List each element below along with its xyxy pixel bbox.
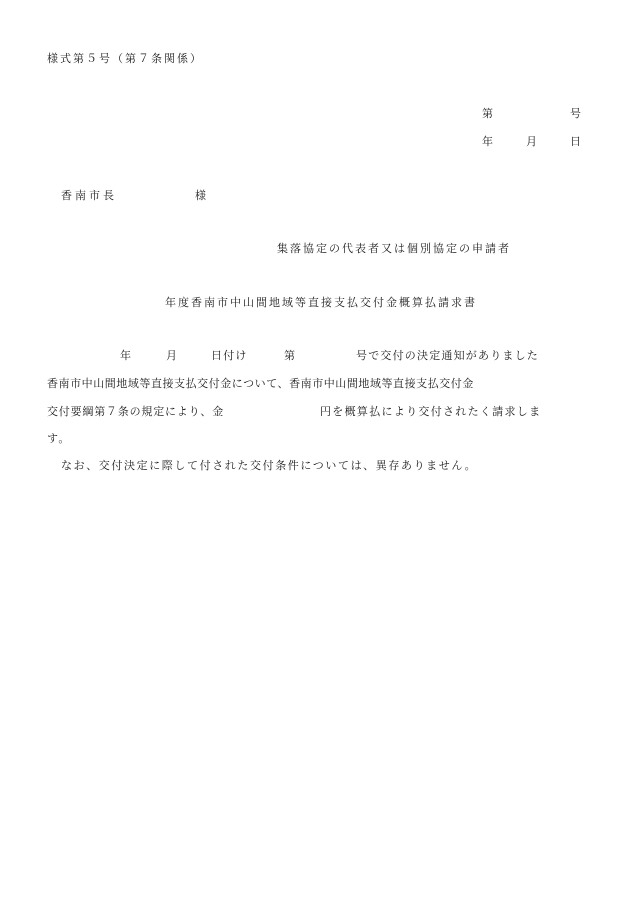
addressee-name: 香南市長 [61, 189, 117, 202]
body-dai: 第 [284, 349, 297, 362]
date-hi: 日 [570, 135, 581, 148]
body-line3-after: 円を概算払により交付されたく請求しま [320, 405, 542, 418]
body-line-5: なお、交付決定に際して付された交付条件については、異存ありません。 [61, 459, 478, 472]
body-line-4: す。 [47, 432, 71, 445]
doc-number-go: 号 [570, 107, 581, 120]
body-nen: 年 [120, 349, 133, 362]
body-line1-rest: 号で交付の決定通知がありました [356, 349, 539, 362]
date-tsuki: 月 [526, 135, 537, 148]
body-line-2: 香南市中山間地域等直接支払交付金について、香南市中山間地域等直接支払交付金 [47, 377, 474, 390]
body-tsuki: 月 [166, 349, 179, 362]
body-line3-before: 交付要綱第７条の規定により、金 [47, 405, 224, 418]
addressee-sama: 様 [195, 189, 206, 202]
document-title: 年度香南市中山間地域等直接支払交付金概算払請求書 [165, 296, 477, 309]
body-hizuke: 日付け [211, 349, 248, 362]
date-nen: 年 [482, 135, 493, 148]
doc-number-dai: 第 [482, 107, 493, 120]
form-number: 様式第５号（第７条関係） [47, 52, 203, 65]
applicant-label: 集落協定の代表者又は個別協定の申請者 [277, 242, 511, 255]
